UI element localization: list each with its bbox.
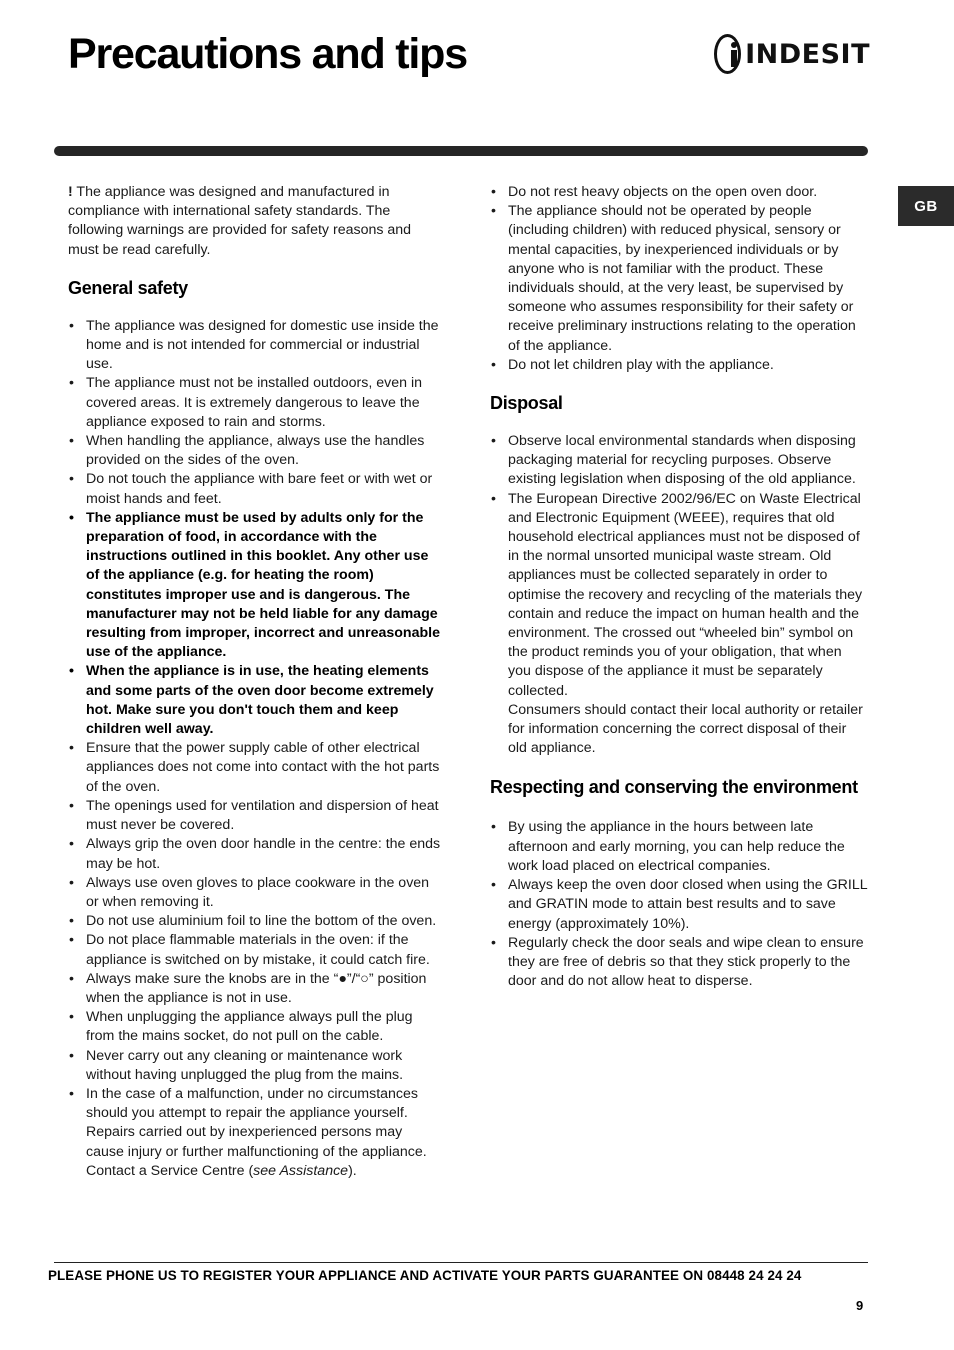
footer-divider: [54, 1262, 868, 1263]
disposal-list: [490, 432, 868, 701]
general-safety-list: [68, 317, 444, 1181]
general-safety-heading: General safety: [68, 277, 188, 298]
list-item: • When handling the appliance, always use the handles provided on the sides of the oven.: [68, 432, 444, 470]
left-column: [68, 183, 444, 1181]
list-item: • By using the appliance in the hours between late afternoon and early morning, you can help reduce the work load placed on electrical companies.: [490, 818, 868, 876]
list-item-warning: • When the appliance is in use, the heating elements and some parts of the oven door become extremely hot. Make sure you don't touch them and keep children well away.: [68, 662, 444, 739]
language-tab: GB: [898, 186, 954, 226]
list-item: • The openings used for ventilation and dispersion of heat must never be covered.: [68, 797, 444, 835]
list-item: • Never carry out any cleaning or maintenance work without having unplugged the plug from the mains.: [68, 1047, 444, 1085]
page-title: Precautions and tips: [68, 30, 467, 78]
environment-list: [490, 818, 868, 991]
warning-mark: !: [68, 184, 73, 200]
disposal-note: Consumers should contact their local authority or retailer for information concerning the correct disposal of their old appliance.: [508, 701, 863, 757]
list-item: • Do not place flammable materials in the oven: if the appliance is switched on by mistake, it could catch fire.: [68, 931, 444, 969]
disposal-heading: Disposal: [490, 393, 563, 414]
list-item-end: ).: [348, 1162, 357, 1179]
intro-text: The appliance was designed and manufactured in compliance with international safety standards. The following warnings are provided for safety reasons and must be read carefully.: [68, 184, 412, 258]
list-item: • When unplugging the appliance always pull the plug from the mains socket, do not pull on the cable.: [68, 1008, 444, 1046]
additional-safety-list: [490, 183, 868, 375]
list-item: • The appliance should not be operated by people (including children) with reduced physical, sensory or mental capacities, by inexperienced individuals or by anyone who is not familiar with the product. These individuals should, at the very least, be supervised by someone who assumes responsibility for their safety or receive preliminary instructions relating to the operation of the appliance.: [490, 202, 868, 356]
environment-heading: Respecting and conserving the environment: [490, 777, 858, 798]
page-number: 9: [856, 1298, 864, 1313]
indesit-i-icon: [714, 34, 741, 74]
list-item: • Ensure that the power supply cable of other electrical appliances does not come into contact with the hot parts of the oven.: [68, 739, 444, 797]
indesit-logo: [714, 30, 870, 78]
list-item: • Do not rest heavy objects on the open oven door.: [490, 183, 868, 202]
list-item: • The appliance must not be installed outdoors, even in covered areas. It is extremely dangerous to leave the appliance exposed to rain and storms.: [68, 374, 444, 432]
list-item: • The European Directive 2002/96/EC on Waste Electrical and Electronic Equipment (WEEE), requires that old household electrical appliances must not be disposed of in the normal unsorted municipal waste stream. Old appliances must be collected separately in order to optimise the recovery and recycling of the materials they contain and reduce the impact on human health and the environment. The crossed out “wheeled bin” symbol on the product reminds you of your obligation, that when you dispose of the appliance it must be separately collected.: [490, 490, 868, 701]
list-item: • Observe local environmental standards when disposing packaging material for recycling purposes. Observe existing legislation when disposing of the old appliance.: [490, 432, 868, 490]
list-item: • Regularly check the door seals and wipe clean to ensure they are free of debris so that they stick properly to the door and do not allow heat to disperse.: [490, 934, 868, 992]
brand-name: INDESIT: [745, 38, 870, 70]
list-item: • Do not touch the appliance with bare feet or with wet or moist hands and feet.: [68, 470, 444, 508]
list-item: [68, 1085, 444, 1181]
assistance-reference: see Assistance: [253, 1162, 349, 1179]
list-item: • Do not let children play with the appliance.: [490, 356, 868, 375]
header-divider: [54, 146, 868, 156]
list-item: • Always grip the oven door handle in the centre: the ends may be hot.: [68, 835, 444, 873]
list-item: • Always make sure the knobs are in the “●”/“○” position when the appliance is not in use.: [68, 970, 444, 1008]
right-column: [490, 183, 868, 991]
list-item-warning: • The appliance must be used by adults only for the preparation of food, in accordance with the instructions outlined in this booklet. Any other use of the appliance (e.g. for heating the room) constitutes improper use and is dangerous. The manufacturer may not be held liable for any damage resulting from improper, incorrect and unreasonable use of the appliance.: [68, 509, 444, 663]
list-item-text: In the case of a malfunction, under no circumstances should you attempt to repair the appliance yourself. Repairs carried out by inexperienced persons may cause injury or further malfunctioning of the appliance. Contact a Service Centre (: [86, 1085, 427, 1179]
list-item: • Always keep the oven door closed when using the GRILL and GRATIN mode to attain best results and to save energy (approximately 10%).: [490, 876, 868, 934]
list-item: • The appliance was designed for domestic use inside the home and is not intended for commercial or industrial use.: [68, 317, 444, 375]
intro-paragraph: [68, 183, 444, 260]
registration-note: PLEASE PHONE US TO REGISTER YOUR APPLIANCE AND ACTIVATE YOUR PARTS GUARANTEE ON 08448 24 24 24: [48, 1268, 802, 1283]
list-item: • Always use oven gloves to place cookware in the oven or when removing it.: [68, 874, 444, 912]
list-item: • Do not use aluminium foil to line the bottom of the oven.: [68, 912, 444, 931]
